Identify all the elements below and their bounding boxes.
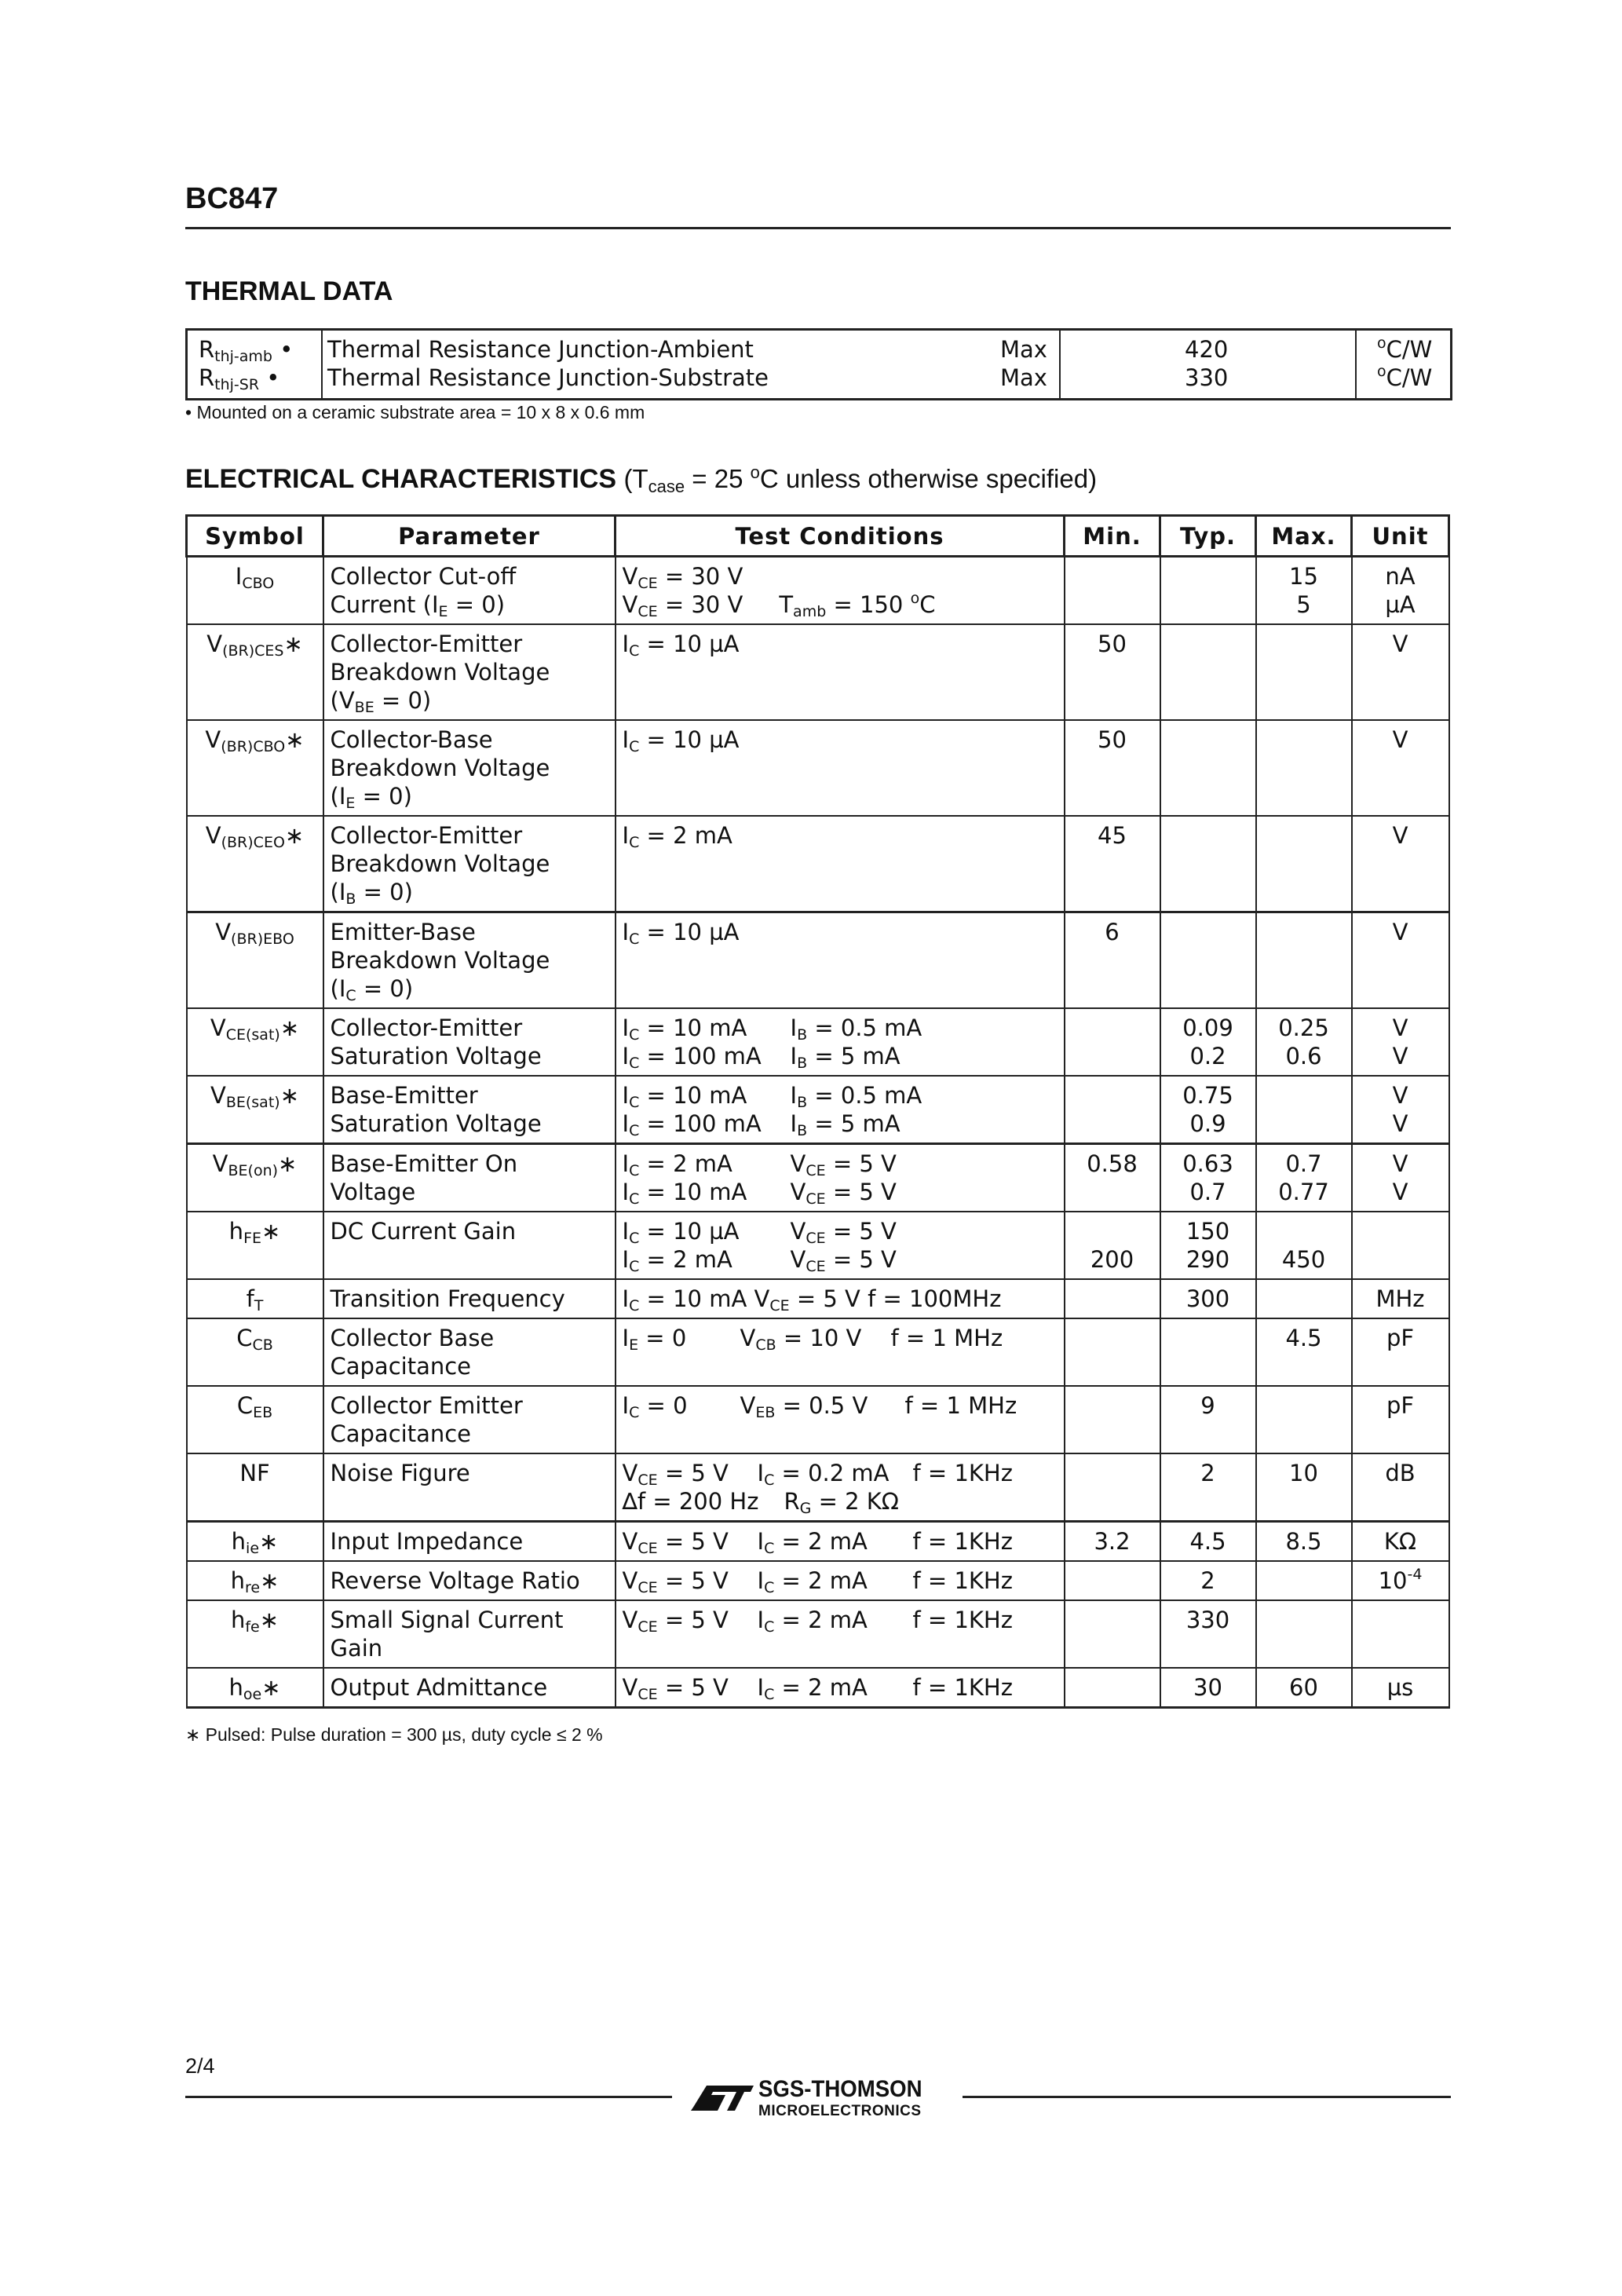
- min-cell: 0.58: [1065, 1144, 1160, 1212]
- max-cell: 450: [1256, 1212, 1352, 1279]
- typ-cell: [1160, 912, 1256, 1009]
- min-cell: 45: [1065, 816, 1160, 912]
- parameter-cell: Collector Base Capacitance: [323, 1318, 616, 1386]
- parameter-cell: Collector-Emitter Breakdown Voltage $(I_B = 0)$: [323, 816, 616, 912]
- symbol-cell: $V_{CE(sat)}∗$: [187, 1008, 323, 1076]
- parameter-cell: Noise Figure: [323, 1453, 616, 1522]
- test-conditions-cell: $I_C = 10$ mA $I_B = 0.5$ mA $I_C = 100$ mA $I_B = 5$ mA: [616, 1076, 1065, 1144]
- symbol-cell: $V_{(BR)CEO}∗$: [187, 816, 323, 912]
- header-symbol: Symbol: [187, 516, 323, 557]
- thermal-value: 330: [1185, 364, 1229, 391]
- test-conditions-cell: $I_C = 10$ µA: [616, 624, 1065, 720]
- unit-cell: V V: [1352, 1144, 1449, 1212]
- thermal-qualifier: Max: [1000, 336, 1047, 363]
- table-row-vcesat: [187, 1008, 1449, 1076]
- min-cell: [1065, 1600, 1160, 1668]
- typ-cell: 0.75 0.9: [1160, 1076, 1256, 1144]
- test-conditions-cell: $I_C = 10$ µA: [616, 912, 1065, 1009]
- max-cell: 0.7 0.77: [1256, 1144, 1352, 1212]
- min-cell: [1065, 557, 1160, 625]
- table-row-vbrces: [187, 624, 1449, 720]
- parameter-cell: Collector Emitter Capacitance: [323, 1386, 616, 1453]
- symbol-cell: NF: [187, 1453, 323, 1522]
- test-conditions-cell: $V_{CE} = 5$ V $I_C = 2$ mA f = 1KHz: [616, 1522, 1065, 1562]
- typ-cell: [1160, 557, 1256, 625]
- unit-cell: pF: [1352, 1386, 1449, 1453]
- unit-cell: [1352, 1600, 1449, 1668]
- typ-cell: 150 290: [1160, 1212, 1256, 1279]
- typ-cell: 2: [1160, 1453, 1256, 1522]
- table-row-vbrcbo: [187, 720, 1449, 816]
- table-row-ft: [187, 1279, 1449, 1318]
- test-conditions-cell: $V_{CE} = 5$ V $I_C = 2$ mA f = 1KHz: [616, 1561, 1065, 1600]
- parameter-cell: Emitter-Base Breakdown Voltage $(I_C = 0)$: [323, 912, 616, 1009]
- table-row-hfe-small-signal: [187, 1600, 1449, 1668]
- max-cell: 10: [1256, 1453, 1352, 1522]
- unit-cell: [1352, 1212, 1449, 1279]
- test-conditions-cell: $I_C = 10$ µA: [616, 720, 1065, 816]
- typ-cell: 4.5: [1160, 1522, 1256, 1562]
- symbol-cell: $I_{CBO}$: [187, 557, 323, 625]
- min-cell: [1065, 1386, 1160, 1453]
- max-cell: [1256, 912, 1352, 1009]
- min-cell: [1065, 1453, 1160, 1522]
- typ-cell: 30: [1160, 1668, 1256, 1708]
- symbol-cell: $h_{fe}∗$: [187, 1600, 323, 1668]
- test-conditions-cell: $V_{CE} = 5$ V $I_C = 0.2$ mA f = 1KHz ∆f = 200 Hz $R_G = 2$ KΩ: [616, 1453, 1065, 1522]
- header-typ: Typ.: [1160, 516, 1256, 557]
- unit-cell: pF: [1352, 1318, 1449, 1386]
- typ-cell: 330: [1160, 1600, 1256, 1668]
- typ-cell: [1160, 720, 1256, 816]
- symbol-cell: $h_{ie}∗$: [187, 1522, 323, 1562]
- symbol-cell: $V_{(BR)CES}∗$: [187, 624, 323, 720]
- unit-cell: µs: [1352, 1668, 1449, 1708]
- parameter-cell: Collector-Emitter Breakdown Voltage $(V_{BE} = 0)$: [323, 624, 616, 720]
- typ-cell: 300: [1160, 1279, 1256, 1318]
- min-cell: [1065, 1008, 1160, 1076]
- brand-subtitle: MICROELECTRONICS: [758, 2103, 922, 2119]
- table-row-icbo: [187, 557, 1449, 625]
- footer-rule-right: [963, 2096, 1451, 2098]
- unit-cell: V V: [1352, 1076, 1449, 1144]
- test-conditions-cell: $I_C = 10$ mA $I_B = 0.5$ mA $I_C = 100$ mA $I_B = 5$ mA: [616, 1008, 1065, 1076]
- max-cell: [1256, 1386, 1352, 1453]
- symbol-cell: $V_{BE(on)}∗$: [187, 1144, 323, 1212]
- test-conditions-cell: $V_{CE} = 30$ V $V_{CE} = 30$ V $T_{amb} = 150$ $^o$C: [616, 557, 1065, 625]
- min-cell: 200: [1065, 1212, 1160, 1279]
- test-conditions-cell: $V_{CE} = 5$ V $I_C = 2$ mA f = 1KHz: [616, 1668, 1065, 1708]
- table-row-hfe: [187, 1212, 1449, 1279]
- min-cell: [1065, 1318, 1160, 1386]
- min-cell: [1065, 1279, 1160, 1318]
- header-rule: [185, 227, 1451, 229]
- page-number: 2/4: [185, 2054, 215, 2078]
- typ-cell: [1160, 816, 1256, 912]
- parameter-cell: Base-Emitter On Voltage: [323, 1144, 616, 1212]
- electrical-section-title: ELECTRICAL CHARACTERISTICS ($T_{case} = 25$ $^o$C unless otherwise specified): [185, 462, 1098, 496]
- unit-cell: nA µA: [1352, 557, 1449, 625]
- document-title: BC847: [185, 182, 279, 215]
- symbol-cell: $h_{FE}∗$: [187, 1212, 323, 1279]
- parameter-cell: Input Impedance: [323, 1522, 616, 1562]
- table-row-nf: [187, 1453, 1449, 1522]
- min-cell: [1065, 1076, 1160, 1144]
- brand-name: SGS-THOMSON: [758, 2076, 922, 2102]
- typ-cell: 0.63 0.7: [1160, 1144, 1256, 1212]
- parameter-cell: Small Signal Current Gain: [323, 1600, 616, 1668]
- max-cell: 8.5: [1256, 1522, 1352, 1562]
- symbol-cell: $V_{(BR)EBO}$: [187, 912, 323, 1009]
- table-header-row: [187, 516, 1449, 557]
- thermal-symbol: $R_{thj-amb}$ •: [199, 336, 294, 365]
- symbol-cell: $V_{BE(sat)}∗$: [187, 1076, 323, 1144]
- parameter-cell: Transition Frequency: [323, 1279, 616, 1318]
- thermal-row-ambient: [188, 335, 1450, 364]
- test-conditions-cell: $I_C = 0$ $V_{EB} = 0.5$ V f = 1 MHz: [616, 1386, 1065, 1453]
- min-cell: 50: [1065, 720, 1160, 816]
- table-row-hre: [187, 1561, 1449, 1600]
- parameter-cell: Collector-Emitter Saturation Voltage: [323, 1008, 616, 1076]
- table-row-vbrceo: [187, 816, 1449, 912]
- typ-cell: 9: [1160, 1386, 1256, 1453]
- table-row-hie: [187, 1522, 1449, 1562]
- max-cell: [1256, 624, 1352, 720]
- unit-cell: V: [1352, 720, 1449, 816]
- min-cell: 3.2: [1065, 1522, 1160, 1562]
- parameter-cell: Collector-Base Breakdown Voltage $(I_E = 0)$: [323, 720, 616, 816]
- typ-cell: [1160, 624, 1256, 720]
- thermal-qualifier: Max: [1000, 364, 1047, 391]
- unit-cell: V: [1352, 912, 1449, 1009]
- thermal-note: • Mounted on a ceramic substrate area = 10 x 8 x 0.6 mm: [185, 402, 645, 422]
- parameter-cell: DC Current Gain: [323, 1212, 616, 1279]
- test-conditions-cell: $V_{CE} = 5$ V $I_C = 2$ mA f = 1KHz: [616, 1600, 1065, 1668]
- table-row-ceb: [187, 1386, 1449, 1453]
- max-cell: [1256, 1279, 1352, 1318]
- min-cell: [1065, 1668, 1160, 1708]
- test-conditions-cell: $I_C = 2$ mA $V_{CE} = 5$ V $I_C = 10$ mA $V_{CE} = 5$ V: [616, 1144, 1065, 1212]
- max-cell: 15 5: [1256, 557, 1352, 625]
- electrical-table: [185, 514, 1450, 1709]
- unit-cell: dB: [1352, 1453, 1449, 1522]
- thermal-value: 420: [1185, 336, 1229, 363]
- thermal-parameter: Thermal Resistance Junction-Substrate: [327, 364, 769, 391]
- max-cell: [1256, 720, 1352, 816]
- table-row-vbesat: [187, 1076, 1449, 1144]
- header-min: Min.: [1065, 516, 1160, 557]
- thermal-parameter: Thermal Resistance Junction-Ambient: [327, 336, 754, 363]
- test-conditions-cell: $I_C = 10$ mA $V_{CE} = 5$ V f = 100MHz: [616, 1279, 1065, 1318]
- symbol-cell: $f_T$: [187, 1279, 323, 1318]
- thermal-section-title: THERMAL DATA: [185, 276, 393, 306]
- typ-cell: [1160, 1318, 1256, 1386]
- unit-cell: $10^{-4}$: [1352, 1561, 1449, 1600]
- max-cell: 60: [1256, 1668, 1352, 1708]
- typ-cell: 2: [1160, 1561, 1256, 1600]
- unit-cell: MHz: [1352, 1279, 1449, 1318]
- symbol-cell: $h_{oe}∗$: [187, 1668, 323, 1708]
- symbol-cell: $C_{CB}$: [187, 1318, 323, 1386]
- test-conditions-cell: $I_C = 10$ µA $V_{CE} = 5$ V $I_C = 2$ mA $V_{CE} = 5$ V: [616, 1212, 1065, 1279]
- thermal-row-substrate: [188, 364, 1450, 392]
- max-cell: 0.25 0.6: [1256, 1008, 1352, 1076]
- typ-cell: 0.09 0.2: [1160, 1008, 1256, 1076]
- table-row-vbrebo: [187, 912, 1449, 1009]
- header-parameter: Parameter: [323, 516, 616, 557]
- parameter-cell: Collector Cut-off Current $(I_E = 0)$: [323, 557, 616, 625]
- min-cell: [1065, 1561, 1160, 1600]
- thermal-table: [185, 328, 1452, 400]
- min-cell: 50: [1065, 624, 1160, 720]
- unit-cell: V: [1352, 816, 1449, 912]
- unit-cell: V: [1352, 624, 1449, 720]
- test-conditions-cell: $I_E = 0$ $V_{CB} = 10$ V f = 1 MHz: [616, 1318, 1065, 1386]
- max-cell: [1256, 816, 1352, 912]
- parameter-cell: Output Admittance: [323, 1668, 616, 1708]
- unit-cell: V V: [1352, 1008, 1449, 1076]
- max-cell: [1256, 1076, 1352, 1144]
- symbol-cell: $h_{re}∗$: [187, 1561, 323, 1600]
- symbol-cell: $V_{(BR)CBO}∗$: [187, 720, 323, 816]
- min-cell: 6: [1065, 912, 1160, 1009]
- table-row-vbeon: [187, 1144, 1449, 1212]
- parameter-cell: Reverse Voltage Ratio: [323, 1561, 616, 1600]
- symbol-cell: $C_{EB}$: [187, 1386, 323, 1453]
- table-row-hoe: [187, 1668, 1449, 1708]
- thermal-unit: $^o$C/W: [1377, 335, 1433, 363]
- thermal-unit: $^o$C/W: [1377, 363, 1433, 391]
- header-test-conditions: Test Conditions: [616, 516, 1065, 557]
- footer-rule-left: [185, 2096, 672, 2098]
- pulsed-footnote: ∗ Pulsed: Pulse duration = 300 µs, duty cycle ≤ 2 %: [185, 1724, 603, 1745]
- max-cell: 4.5: [1256, 1318, 1352, 1386]
- test-conditions-cell: $I_C = 2$ mA: [616, 816, 1065, 912]
- max-cell: [1256, 1600, 1352, 1668]
- unit-cell: KΩ: [1352, 1522, 1449, 1562]
- thermal-symbol: $R_{thj-SR}$ •: [199, 364, 280, 393]
- parameter-cell: Base-Emitter Saturation Voltage: [323, 1076, 616, 1144]
- table-row-ccb: [187, 1318, 1449, 1386]
- max-cell: [1256, 1561, 1352, 1600]
- header-unit: Unit: [1352, 516, 1449, 557]
- header-max: Max.: [1256, 516, 1352, 557]
